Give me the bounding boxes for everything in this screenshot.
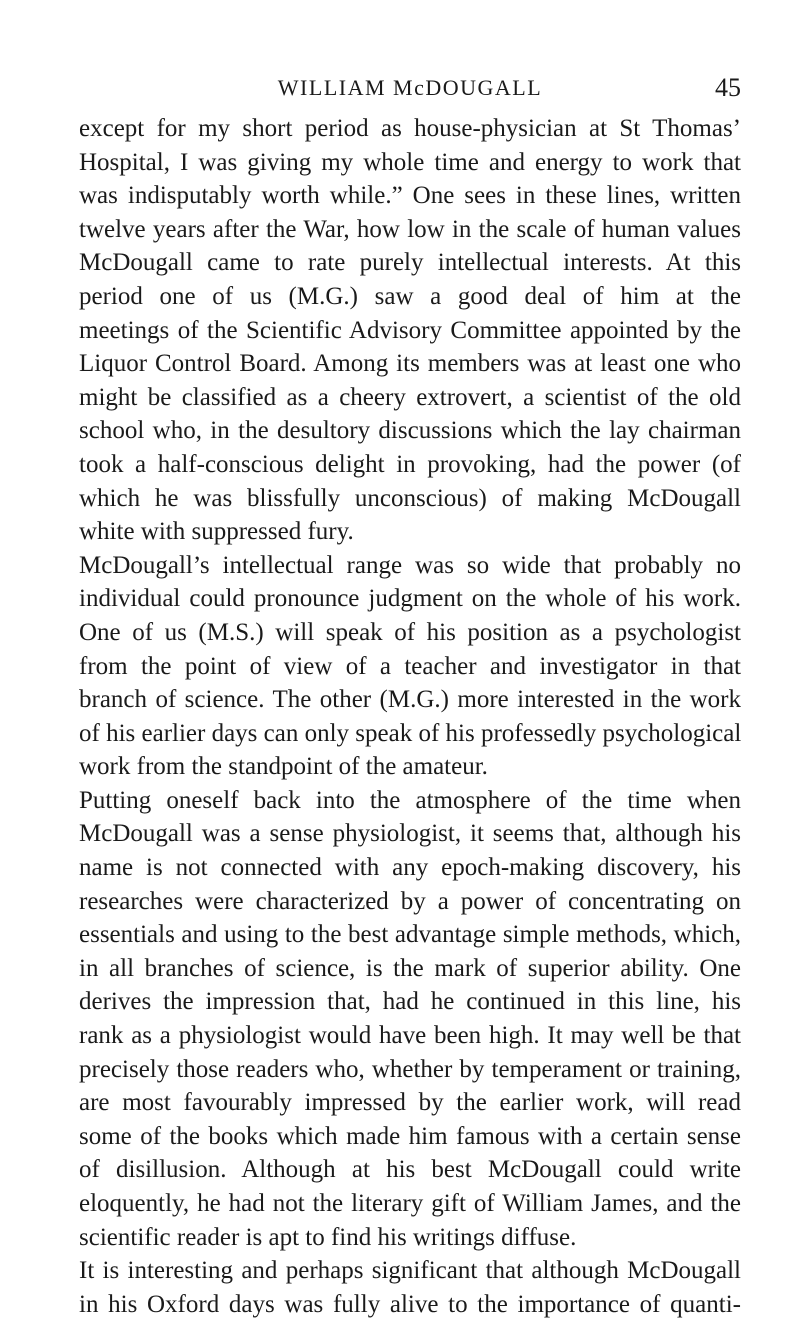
text-line: individual could pronounce judgment on the whole of his work.: [79, 585, 741, 613]
text-line: period one of us (M.G.) saw a good deal of him at the: [79, 282, 741, 310]
text-line: scientific reader is apt to find his writings diffuse.: [79, 1223, 577, 1251]
text-line: McDougall was a sense physiologist, it seems that, although his: [79, 820, 741, 848]
text-line: eloquently, he had not the literary gift of William James, and the: [79, 1190, 741, 1217]
text-line: work from the standpoint of the amateur.: [79, 753, 488, 781]
page-number: 45: [715, 73, 741, 102]
text-line: might be classified as a cheery extrovert, a scientist of the old: [79, 383, 741, 411]
text-line: Hospital, I was giving my whole time and energy to work that: [79, 148, 741, 176]
text-line: rank as a physiologist would have been high. It may well be that: [79, 1022, 741, 1050]
paragraph-2: [79, 549, 741, 784]
text-line: researches were characterized by a power of concentrating on: [79, 887, 741, 915]
body-text: [79, 112, 741, 1321]
text-line: from the point of view of a teacher and investigator in that: [79, 652, 741, 680]
text-line: branch of science. The other (M.G.) more interested in the work: [79, 686, 741, 714]
text-line: took a half-conscious delight in provoking, had the power (of: [79, 450, 741, 478]
text-line: some of the books which made him famous with a certain sense: [79, 1122, 741, 1150]
running-title: WILLIAM McDOUGALL: [277, 75, 543, 100]
text-line: McDougall’s intellectual range was so wide that probably no: [79, 551, 741, 579]
text-line: of disillusion. Although at his best McDougall could write: [79, 1156, 741, 1184]
text-line: of his earlier days can only speak of his professedly psychological: [79, 719, 742, 747]
text-line: One of us (M.S.) will speak of his position as a psychologist: [79, 618, 741, 646]
text-line: derives the impression that, had he continued in this line, his: [79, 988, 741, 1016]
text-line: meetings of the Scientific Advisory Committee appointed by the: [79, 316, 741, 344]
text-line: essentials and using to the best advantage simple methods, which,: [79, 921, 741, 949]
running-head: [79, 68, 741, 108]
text-line: Putting oneself back into the atmosphere of the time when: [79, 786, 741, 814]
paragraph-1: [79, 112, 741, 549]
text-line: are most favourably impressed by the earlier work, will read: [79, 1089, 741, 1117]
text-line: precisely those readers who, whether by temperament or training,: [79, 1055, 741, 1083]
text-line: which he was blissfully unconscious) of making McDougall: [79, 484, 741, 512]
text-line: in all branches of science, is the mark of superior ability. One: [79, 954, 741, 982]
text-line: was indisputably worth while.” One sees in these lines, written: [79, 182, 741, 210]
text-line: twelve years after the War, how low in the scale of human values: [79, 215, 741, 243]
text-line: school who, in the desultory discussions which the lay chairman: [79, 417, 741, 445]
text-line: in his Oxford days was fully alive to the importance of quanti-: [79, 1290, 741, 1318]
text-line: name is not connected with any epoch-making discovery, his: [79, 854, 741, 882]
paragraph-3: [79, 784, 741, 1254]
text-line: except for my short period as house-physician at St Thomas’: [79, 115, 741, 142]
text-line: white with suppressed fury.: [79, 518, 354, 546]
text-line: Liquor Control Board. Among its members was at least one who: [79, 350, 741, 378]
paragraph-4: [79, 1254, 741, 1321]
text-line: It is interesting and perhaps significant that although McDougall: [79, 1257, 741, 1285]
text-line: McDougall came to rate purely intellectual interests. At this: [79, 249, 741, 277]
